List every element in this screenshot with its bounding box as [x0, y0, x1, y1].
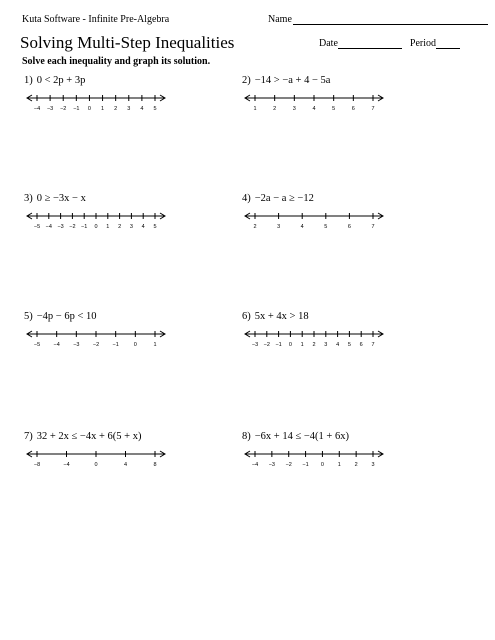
- tick-label: 5: [153, 106, 157, 112]
- period-blank-line: [436, 38, 460, 49]
- problem-number: 6): [242, 311, 251, 322]
- problem-number: 5): [24, 311, 33, 322]
- tick-label: 4: [141, 224, 145, 230]
- problem-4: [242, 193, 314, 204]
- tick-label: 1: [337, 462, 341, 468]
- tick-label: 4: [336, 342, 340, 348]
- number-line-7: [25, 448, 167, 472]
- tick-label: 2: [354, 462, 358, 468]
- tick-label: 3: [292, 106, 296, 112]
- number-line-3: [25, 210, 167, 234]
- problem-expression: −4p − 6p < 10: [36, 311, 97, 322]
- problem-8: [242, 431, 349, 442]
- problem-expression: −2a − a ≥ −12: [254, 193, 314, 204]
- tick-label: 0: [87, 106, 91, 112]
- worksheet-title: Solving Multi-Step Inequalities: [20, 33, 235, 52]
- tick-label: 2: [118, 224, 122, 230]
- tick-label: 4: [312, 106, 316, 112]
- instructions: Solve each inequality and graph its solution.: [22, 56, 211, 67]
- tick-label: 6: [359, 342, 363, 348]
- tick-label: −2: [263, 342, 270, 348]
- problem-expression: 32 + 2x ≤ −4x + 6(5 + x): [36, 431, 142, 442]
- number-line-6: [243, 328, 385, 352]
- tick-label: 2: [312, 342, 316, 348]
- tick-label: 0: [288, 342, 292, 348]
- tick-label: −4: [63, 462, 70, 468]
- tick-label: −3: [251, 342, 259, 348]
- number-line-8: [243, 448, 385, 472]
- tick-label: 2: [273, 106, 277, 112]
- tick-label: 0: [94, 462, 98, 468]
- period-label: Period: [409, 38, 436, 49]
- tick-label: 5: [332, 106, 336, 112]
- problem-5: [24, 311, 97, 322]
- problem-number: 7): [24, 431, 33, 442]
- tick-label: −5: [33, 224, 41, 230]
- tick-label: −2: [92, 342, 100, 348]
- name-blank-line: [293, 14, 488, 25]
- tick-label: −8: [33, 462, 41, 468]
- tick-label: −4: [251, 462, 259, 468]
- tick-label: 1: [106, 224, 110, 230]
- tick-label: 3: [324, 342, 328, 348]
- tick-label: −5: [33, 342, 41, 348]
- date-period-field: [319, 38, 460, 49]
- tick-label: 7: [371, 106, 375, 112]
- number-line-2: [243, 92, 385, 116]
- problem-6: [242, 311, 309, 322]
- date-label: Date: [319, 38, 338, 49]
- tick-label: −1: [275, 342, 282, 348]
- tick-label: −1: [302, 462, 309, 468]
- tick-label: −2: [285, 462, 292, 468]
- tick-label: 8: [153, 462, 157, 468]
- tick-label: 6: [347, 224, 351, 230]
- tick-label: 3: [127, 106, 131, 112]
- number-line-5: [25, 328, 167, 352]
- tick-label: 0: [133, 342, 137, 348]
- problem-expression: 0 ≥ −3x − x: [36, 193, 86, 204]
- tick-label: 5: [347, 342, 351, 348]
- tick-label: −1: [81, 224, 88, 230]
- tick-label: −4: [53, 342, 60, 348]
- tick-label: −3: [73, 342, 80, 348]
- number-line-1: [25, 92, 167, 116]
- problem-3: [24, 193, 86, 204]
- tick-label: 0: [94, 224, 98, 230]
- tick-label: −2: [60, 106, 67, 112]
- source-label: Kuta Software - Infinite Pre-Algebra: [22, 14, 170, 25]
- tick-label: 3: [371, 462, 375, 468]
- number-line-4: [243, 210, 385, 234]
- tick-label: 3: [277, 224, 281, 230]
- tick-label: −3: [46, 106, 54, 112]
- tick-label: 4: [123, 462, 128, 468]
- problem-expression: 0 < 2p + 3p: [36, 75, 86, 86]
- problem-2: [242, 75, 330, 86]
- date-blank-line: [338, 38, 402, 49]
- tick-label: −4: [45, 224, 52, 230]
- problem-7: [24, 431, 141, 442]
- tick-label: −1: [73, 106, 80, 112]
- tick-label: 2: [253, 224, 257, 230]
- tick-label: 2: [114, 106, 118, 112]
- tick-label: −3: [57, 224, 64, 230]
- name-field: [268, 14, 488, 25]
- problem-expression: −6x + 14 ≤ −4(1 + 6x): [254, 431, 349, 442]
- tick-label: 5: [324, 224, 328, 230]
- tick-label: 0: [320, 462, 324, 468]
- tick-label: 5: [153, 224, 157, 230]
- problem-number: 1): [24, 75, 33, 86]
- tick-label: 6: [351, 106, 355, 112]
- problem-1: [24, 75, 85, 86]
- tick-label: 1: [300, 342, 304, 348]
- tick-label: −3: [268, 462, 275, 468]
- tick-label: 4: [140, 106, 144, 112]
- tick-label: 1: [101, 106, 105, 112]
- tick-label: −4: [33, 106, 41, 112]
- tick-label: −2: [69, 224, 76, 230]
- tick-label: 1: [153, 342, 157, 348]
- problem-number: 3): [24, 193, 33, 204]
- name-label: Name: [268, 14, 292, 25]
- tick-label: −1: [112, 342, 119, 348]
- problem-number: 4): [242, 193, 251, 204]
- problem-number: 2): [242, 75, 251, 86]
- tick-label: 1: [253, 106, 257, 112]
- tick-label: 3: [129, 224, 133, 230]
- tick-label: 4: [300, 224, 304, 230]
- problem-expression: 5x + 4x > 18: [254, 311, 309, 322]
- problem-number: 8): [242, 431, 251, 442]
- problem-expression: −14 > −a + 4 − 5a: [254, 75, 331, 86]
- tick-label: 7: [371, 224, 375, 230]
- tick-label: 7: [371, 342, 375, 348]
